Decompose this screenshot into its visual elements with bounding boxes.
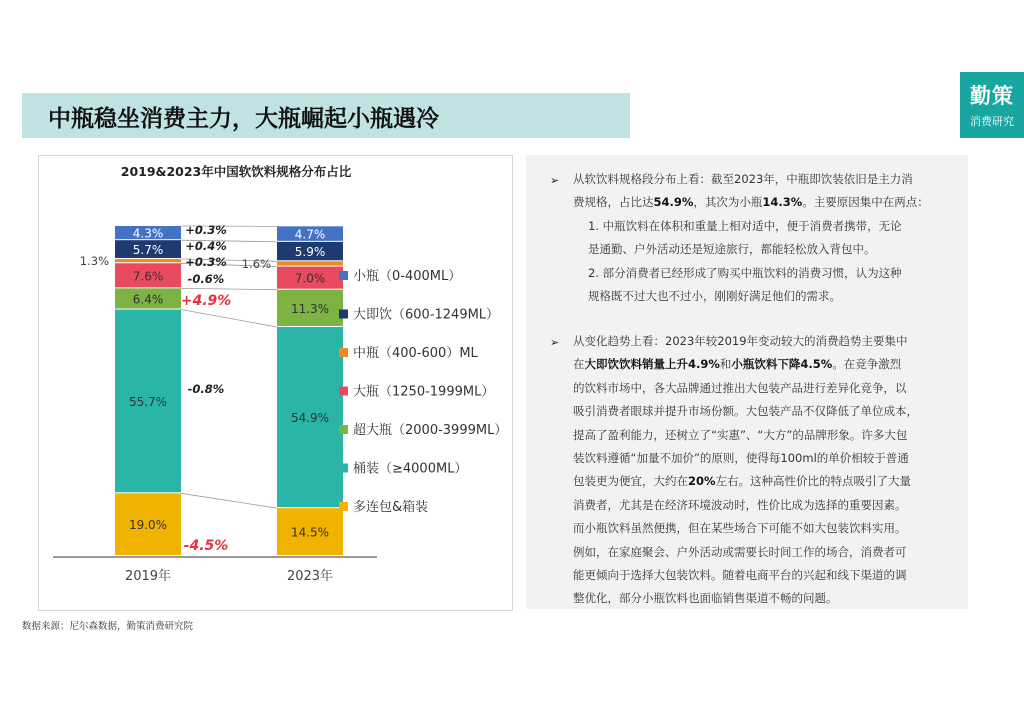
p2-line-9: 而小瓶饮料虽然便携，但在某些场合下可能不如大包装饮料实用。 bbox=[573, 521, 907, 536]
page-title: 中瓶稳坐消费主力，大瓶崛起小瓶遇冷 bbox=[48, 106, 439, 132]
legend-swatch bbox=[339, 502, 348, 511]
p2-line-7 bbox=[573, 470, 963, 493]
legend-swatch bbox=[339, 310, 348, 319]
data-label: 19.0% bbox=[128, 518, 168, 533]
title-bar bbox=[22, 93, 630, 138]
legend-swatch bbox=[339, 271, 348, 280]
p2-line-11: 能更倾向于选择大包装饮料。随着电商平台的兴起和线下渠道的调 bbox=[573, 568, 907, 583]
legend-swatch bbox=[339, 464, 348, 473]
chart-panel bbox=[38, 155, 513, 611]
reason-1-line-1: 1. 中瓶饮料在体积和重量上相对适中，便于消费者携带，无论 bbox=[588, 219, 902, 233]
legend-label: 中瓶（400-600）ML bbox=[353, 346, 478, 361]
legend-label: 多连包&箱装 bbox=[353, 500, 429, 515]
legend-swatch bbox=[339, 387, 348, 396]
bar-segment bbox=[115, 259, 181, 262]
p2-line-4: 吸引消费者眼球并提升市场份额。大包装产品不仅降低了单位成本， bbox=[573, 404, 918, 419]
paragraph-1 bbox=[573, 168, 958, 215]
data-label: 55.7% bbox=[128, 394, 168, 409]
p2-text-5: 左右。这种高性价比的特点吸引了大量 bbox=[715, 474, 912, 489]
change-label: +0.3% bbox=[185, 255, 227, 269]
stacked-bar-chart bbox=[39, 156, 512, 610]
p1-line-1: 从软饮料规格段分布上看：截至2023年，中瓶即饮装依旧是主力消 bbox=[573, 172, 913, 186]
analysis-panel bbox=[526, 155, 968, 609]
p2-bold-2: 小瓶饮料下降4.5% bbox=[731, 357, 833, 372]
p1-text: 费规格，占比达 bbox=[573, 195, 654, 210]
connector-line bbox=[181, 309, 277, 326]
p2-bold-3: 20% bbox=[688, 474, 716, 489]
change-label: +0.4% bbox=[185, 239, 227, 253]
data-label: 1.3% bbox=[79, 254, 109, 269]
data-label: 54.9% bbox=[290, 411, 330, 426]
change-label: -0.6% bbox=[187, 272, 225, 286]
paragraph-2 bbox=[573, 330, 963, 611]
reason-1-line-2: 是通勤、户外活动还是短途旅行，都能轻松放入背包中。 bbox=[588, 242, 876, 257]
legend-label: 大瓶（1250-1999ML） bbox=[353, 384, 495, 400]
data-source-note: 数据来源：尼尔森数据，勤策消费研究院 bbox=[22, 621, 194, 632]
data-label: 14.5% bbox=[290, 525, 330, 540]
p2-line-12: 整优化，部分小瓶饮料也面临销售渠道不畅的问题。 bbox=[573, 591, 838, 606]
change-label: -0.8% bbox=[187, 382, 225, 396]
data-label: 1.6% bbox=[241, 256, 271, 271]
p2-text-4: 包装更为便宜，大约在 bbox=[573, 474, 688, 489]
bar-segment bbox=[277, 261, 343, 265]
data-label: 7.6% bbox=[132, 269, 164, 284]
p2-text-2: 和 bbox=[719, 357, 732, 372]
legend-label: 大即饮（600-1249ML） bbox=[353, 307, 500, 323]
p2-line-6: 装饮料遵循“加量不加价”的原则，使得每100ml的单价相较于普通 bbox=[573, 451, 909, 466]
data-label: 6.4% bbox=[132, 292, 164, 307]
bullet-arrow-icon: ➢ bbox=[550, 336, 560, 349]
p2-line-10: 例如，在家庭聚会、户外活动或需要长时间工作的场合，消费者可 bbox=[573, 544, 907, 559]
legend-label: 小瓶（0-400ML） bbox=[353, 269, 462, 284]
p2-line-2 bbox=[573, 353, 963, 376]
change-label: +0.3% bbox=[185, 223, 227, 237]
logo-sub-text: 消费研究 bbox=[970, 115, 1014, 128]
legend-label: 超大瓶（2000-3999ML） bbox=[353, 423, 508, 438]
connector-line bbox=[181, 288, 277, 289]
reason-2-line-1: 2. 部分消费者已经形成了购买中瓶饮料的消费习惯，认为这种 bbox=[588, 265, 902, 280]
legend-swatch bbox=[339, 425, 348, 434]
reason-2-line-2: 规格既不过大也不过小，刚刚好满足他们的需求。 bbox=[588, 289, 841, 304]
data-label: 4.3% bbox=[132, 226, 164, 241]
change-label: -4.5% bbox=[183, 538, 229, 554]
data-label: 5.9% bbox=[294, 245, 326, 260]
p2-line-5: 提高了盈利能力，还树立了“实惠”、“大方”的品牌形象。许多大包 bbox=[573, 427, 908, 442]
p2-line-3: 的饮料市场中，各大品牌通过推出大包装产品进行差异化竞争，以 bbox=[573, 380, 907, 395]
p2-text: 在 bbox=[573, 357, 585, 372]
logo-main-text: 勤策 bbox=[970, 84, 1014, 108]
legend-swatch bbox=[339, 348, 348, 357]
data-label: 5.7% bbox=[132, 243, 164, 258]
data-label: 4.7% bbox=[294, 227, 326, 242]
connector-line bbox=[181, 493, 277, 508]
p1-bold-1: 54.9% bbox=[653, 195, 694, 210]
p2-line-8: 消费者，尤其是在经济环境波动时，性价比成为选择的重要因素。 bbox=[573, 497, 907, 512]
data-label: 11.3% bbox=[290, 301, 330, 316]
p1-text-3: 。主要原因集中在两点： bbox=[802, 195, 929, 210]
bullet-arrow-icon: ➢ bbox=[550, 174, 560, 187]
p2-bold-1: 大即饮饮料销量上升4.9% bbox=[584, 357, 720, 372]
data-label: 7.0% bbox=[294, 271, 326, 286]
p1-line-2 bbox=[573, 191, 958, 214]
p2-text-3: 。在竞争激烈 bbox=[832, 357, 902, 372]
x-tick-label: 2023年 bbox=[286, 569, 334, 584]
chart-title: 2019&2023年中国软饮料规格分布占比 bbox=[120, 164, 352, 179]
legend-label: 桶装（≥4000ML） bbox=[353, 461, 468, 477]
x-tick-label: 2019年 bbox=[124, 569, 172, 584]
change-label: +4.9% bbox=[180, 293, 232, 309]
reason-list bbox=[588, 215, 958, 309]
p2-line-1: 从变化趋势上看：2023年较2019年变动较大的消费趋势主要集中 bbox=[573, 334, 908, 348]
p1-text-2: ，其次为小瓶 bbox=[693, 195, 763, 210]
p1-bold-2: 14.3% bbox=[762, 195, 803, 210]
brand-logo bbox=[960, 72, 1024, 138]
